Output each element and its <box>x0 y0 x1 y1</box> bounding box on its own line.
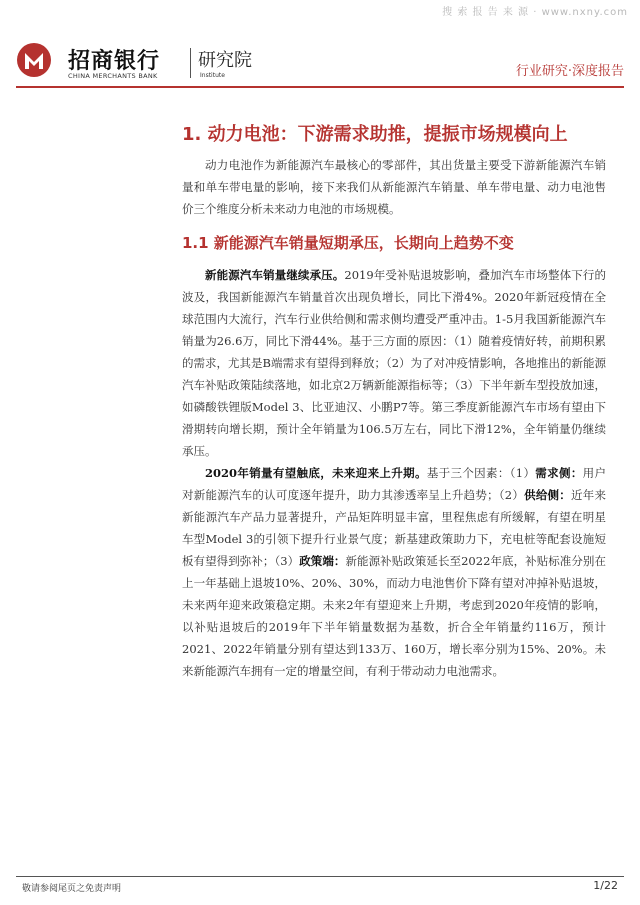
outlook-text-a: 基于三个因素：（1） <box>426 466 536 480</box>
header-divider <box>190 48 191 78</box>
supply-side-label: 供给侧： <box>524 488 572 502</box>
footer-disclaimer: 敬请参阅尾页之免责声明 <box>22 884 122 894</box>
institute-name: 研究院 <box>198 50 252 71</box>
sales-paragraph-lead: 新能源汽车销量继续承压。 <box>205 268 345 282</box>
watermark-text: 搜 索 报 告 来 源 · www.nxny.com <box>442 7 628 18</box>
bank-name-english: CHINA MERCHANTS BANK <box>68 72 158 80</box>
outlook-text-b: 用户对新能源汽车的认可度逐年提升，助力其渗透率呈上升趋势；（2） <box>182 466 607 502</box>
bank-logo-icon <box>16 42 52 78</box>
header-rule <box>16 86 624 88</box>
outlook-text-d: 新能源补贴政策延长至2022年底，补贴标准分别在上一年基础上退坡10%、20%、30%，而动力电池售价下降有望对冲掉补贴退坡，未来两年迎来政策稳定期。未来2年有望迎来上升期，考虑到2020年疫情的影响，以补贴退坡后的2019年下半年销量数据为基数，折合全年销量约116万，预计2021、2022年销量分别有望达到133万、160万，增长率分别为15%、20%。未来新能源汽车拥有一定的增量空间，有利于带动动力电池需求。 <box>182 554 606 678</box>
section-title: 1. 动力电池：下游需求助推，提振市场规模向上 <box>182 124 568 145</box>
sales-paragraph-body: 2019年受补贴退坡影响，叠加汽车市场整体下行的波及，我国新能源汽车销量首次出现负增长，同比下滑4%。2020年新冠疫情在全球范围内大流行，汽车行业供给侧和需求侧均遭受严重冲击。1-5月我国新能源汽车销量为26.6万，同比下滑44%。基于三方面的原因：（1）随着疫情好转，前期积累的需求，尤其是B端需求有望得到释放；（2）为了对冲疫情影响，各地推出的新能源汽车补贴政策陆续落地，如北京2万辆新能源指标等；（3）下半年新车型投放加速，如磷酸铁锂版Model 3、比亚迪汉、小鹏P7等。第三季度新能源汽车市场有望由下滑期转向增长期，预计全年销量为106.5万左右，同比下滑12%，全年销量仍继续承压。 <box>182 268 607 458</box>
bank-name: 招商银行 <box>68 49 161 74</box>
subsection-title: 1.1 新能源汽车销量短期承压，长期向上趋势不变 <box>182 234 514 252</box>
sales-paragraph <box>182 264 606 462</box>
policy-side-label: 政策端： <box>299 554 346 568</box>
page-number: 1/22 <box>593 879 618 892</box>
demand-side-label: 需求侧： <box>535 466 583 480</box>
institute-name-english: Institute <box>200 72 225 79</box>
report-type-label: 行业研究·深度报告 <box>515 64 624 79</box>
footer-rule <box>16 876 624 877</box>
outlook-paragraph <box>182 462 606 682</box>
page-header <box>16 36 624 86</box>
outlook-text-c: 近年来新能源汽车产品力显著提升，产品矩阵明显丰富，里程焦虑有所缓解，有望在明星车型Model 3的引领下提升行业景气度；新基建政策助力下，充电桩等配套设施短板有望得到弥补；（3） <box>182 488 606 568</box>
intro-paragraph: 动力电池作为新能源汽车最核心的零部件，其出货量主要受下游新能源汽车销量和单车带电量的影响，接下来我们从新能源汽车销量、单车带电量、动力电池售价三个维度分析未来动力电池的市场规模。 <box>182 158 606 216</box>
outlook-paragraph-lead: 2020年销量有望触底，未来迎来上升期。 <box>205 466 427 480</box>
